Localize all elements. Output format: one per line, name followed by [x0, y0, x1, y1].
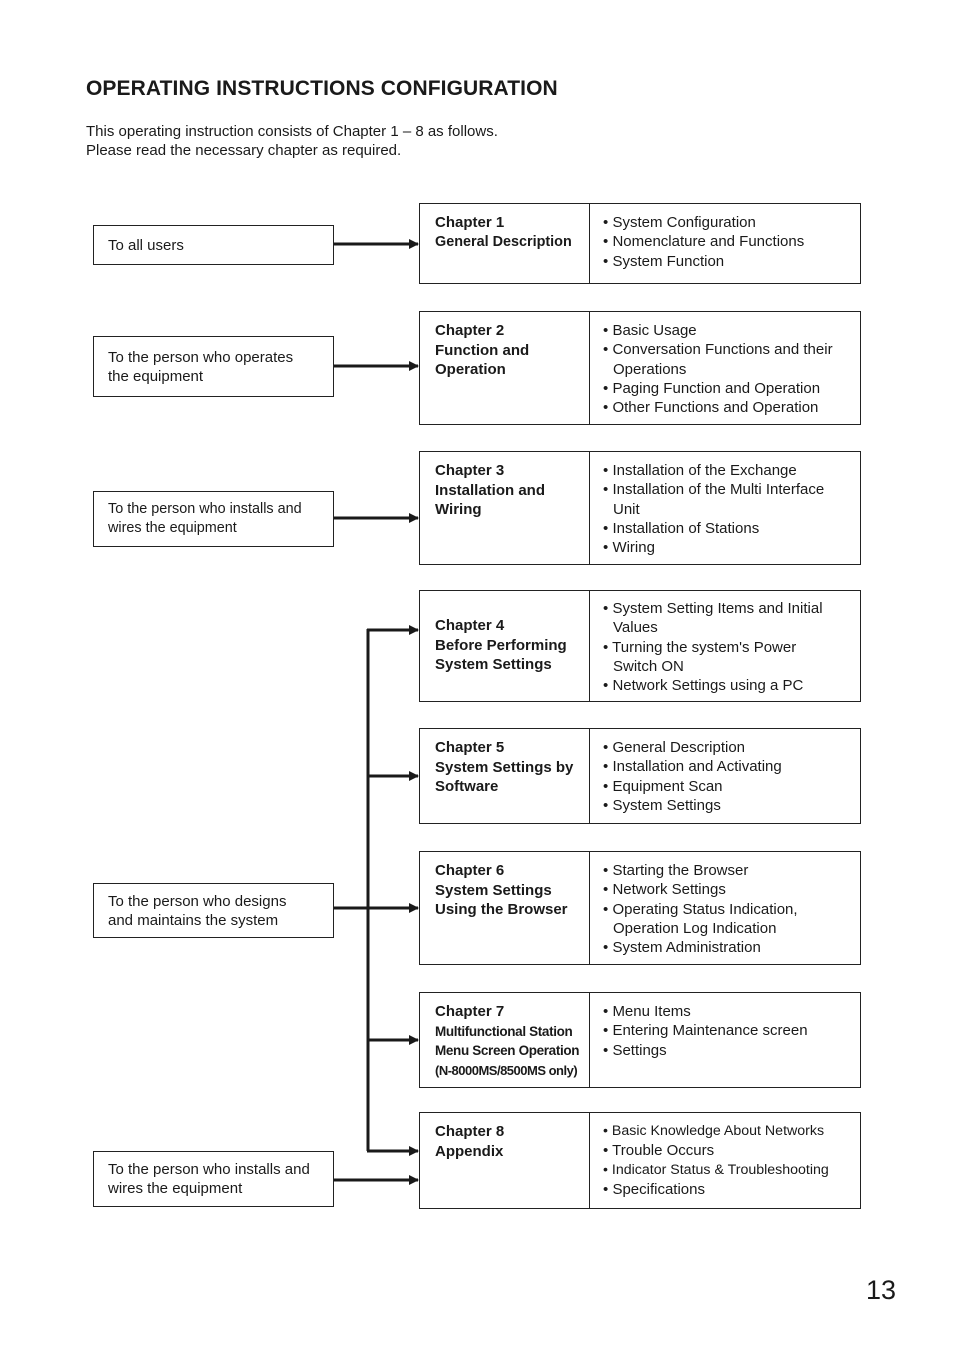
- chapter-title: Wiring: [435, 501, 482, 518]
- contents-item: • Nomenclature and Functions: [603, 233, 805, 251]
- contents-item: • General Description: [603, 739, 745, 756]
- audience-line: and maintains the system: [108, 911, 279, 929]
- chapter-title-box: [419, 1112, 590, 1209]
- contents-item: • Menu Items: [603, 1003, 691, 1020]
- contents-item: • Indicator Status & Troubleshooting: [603, 1161, 829, 1178]
- audience-line: wires the equipment: [108, 1180, 243, 1197]
- contents-item: • Specifications: [603, 1180, 705, 1198]
- contents-item: • Wiring: [603, 539, 655, 557]
- chapter-number: Chapter 6: [435, 862, 505, 879]
- contents-item: • Settings: [603, 1041, 667, 1059]
- audience-box: [93, 225, 334, 265]
- chapter-title: Appendix: [435, 1142, 504, 1160]
- audience-line: wires the equipment: [108, 520, 237, 536]
- chapter-title-box: [419, 451, 590, 565]
- chapter-contents-box: [589, 1112, 861, 1209]
- page-heading: OPERATING INSTRUCTIONS CONFIGURATION: [86, 77, 558, 100]
- contents-item: • Installation and Activating: [603, 758, 782, 776]
- chapter-number: Chapter 7: [435, 1003, 505, 1020]
- audience-line: To the person who operates: [108, 348, 294, 366]
- chapter-number: Chapter 1: [435, 214, 505, 231]
- chapter-title: Using the Browser: [435, 901, 568, 918]
- chapter-title: Installation and: [435, 481, 546, 499]
- audience-box: [93, 491, 334, 547]
- chapter-title: Before Performing: [435, 636, 567, 654]
- contents-item: • Starting the Browser: [603, 862, 749, 879]
- page-number: 13: [866, 1275, 897, 1305]
- chapter-contents-box: [589, 311, 861, 425]
- contents-item: • Operating Status Indication, Operation Log Indication: [603, 900, 798, 937]
- contents-item: • Entering Maintenance screen: [603, 1022, 808, 1040]
- chapter-contents-box: [589, 728, 861, 824]
- chapter-title: Operation: [435, 361, 506, 378]
- audience-line: To the person who installs and: [108, 1161, 310, 1178]
- contents-item: • Installation of Stations: [603, 519, 760, 537]
- chapter-number: Chapter 5: [435, 739, 505, 756]
- contents-item: • System Configuration: [603, 214, 756, 231]
- contents-item: • Installation of the Exchange: [603, 462, 797, 479]
- audience-box: [93, 883, 334, 938]
- contents-item: • Turning the system's Power Switch ON: [603, 638, 797, 675]
- chapter-title: Menu Screen Operation: [435, 1043, 580, 1058]
- chapter-title: Software: [435, 778, 499, 795]
- chapter-title: Multifunctional Station: [435, 1023, 573, 1039]
- chapter-number: Chapter 3: [435, 462, 505, 479]
- audience-line: To the person who designs: [108, 892, 287, 910]
- chapter-number: Chapter 2: [435, 322, 505, 339]
- audience-line: To the person who installs and: [108, 501, 302, 517]
- chapter-title-box: [419, 851, 590, 965]
- contents-item: • Basic Knowledge About Networks: [603, 1123, 825, 1139]
- chapter-title: System Settings by: [435, 758, 574, 776]
- contents-item: • Basic Usage: [603, 322, 697, 339]
- chapter-number: Chapter 8: [435, 1123, 505, 1140]
- chapter-contents-box: [589, 451, 861, 565]
- chapter-title: (N-8000MS/8500MS only): [435, 1062, 578, 1078]
- contents-item: • System Administration: [603, 939, 761, 957]
- contents-item: • Trouble Occurs: [603, 1142, 715, 1160]
- contents-item: • Other Functions and Operation: [603, 399, 819, 417]
- chapter-contents-box: [589, 851, 861, 965]
- chapter-title-box: [419, 590, 590, 702]
- contents-item: • Conversation Functions and their Operations: [603, 341, 833, 378]
- contents-item: • Installation of the Multi Interface Unit: [603, 481, 825, 518]
- chapter-title: System Settings: [435, 881, 552, 899]
- chapter-contents-box: [589, 590, 861, 702]
- chapter-title: Function and: [435, 341, 530, 359]
- chapter-title: System Settings: [435, 656, 552, 673]
- audience-line: the equipment: [108, 367, 204, 385]
- chapter-contents-box: [589, 992, 861, 1088]
- contents-item: • Paging Function and Operation: [603, 379, 821, 397]
- audience-line: To all users: [108, 236, 184, 254]
- chapter-title-box: [419, 992, 590, 1088]
- contents-item: • System Settings: [603, 796, 721, 814]
- contents-item: • System Setting Items and Initial Values: [603, 600, 823, 637]
- contents-item: • Network Settings: [603, 881, 726, 899]
- audience-box: [93, 336, 334, 397]
- contents-item: • System Function: [603, 252, 725, 270]
- chapter-contents-box: [589, 203, 861, 284]
- contents-item: • Network Settings using a PC: [603, 677, 804, 695]
- contents-item: • Equipment Scan: [603, 777, 723, 795]
- audience-box: [93, 1151, 334, 1207]
- chapter-title-box: [419, 311, 590, 425]
- intro-line: This operating instruction consists of Chapter 1 – 8 as follows.: [86, 123, 498, 140]
- chapter-title-box: [419, 203, 590, 284]
- chapter-number: Chapter 4: [435, 617, 505, 634]
- chapter-title: General Description: [435, 233, 572, 250]
- chapter-title-box: [419, 728, 590, 824]
- intro-line: Please read the necessary chapter as required.: [86, 142, 402, 159]
